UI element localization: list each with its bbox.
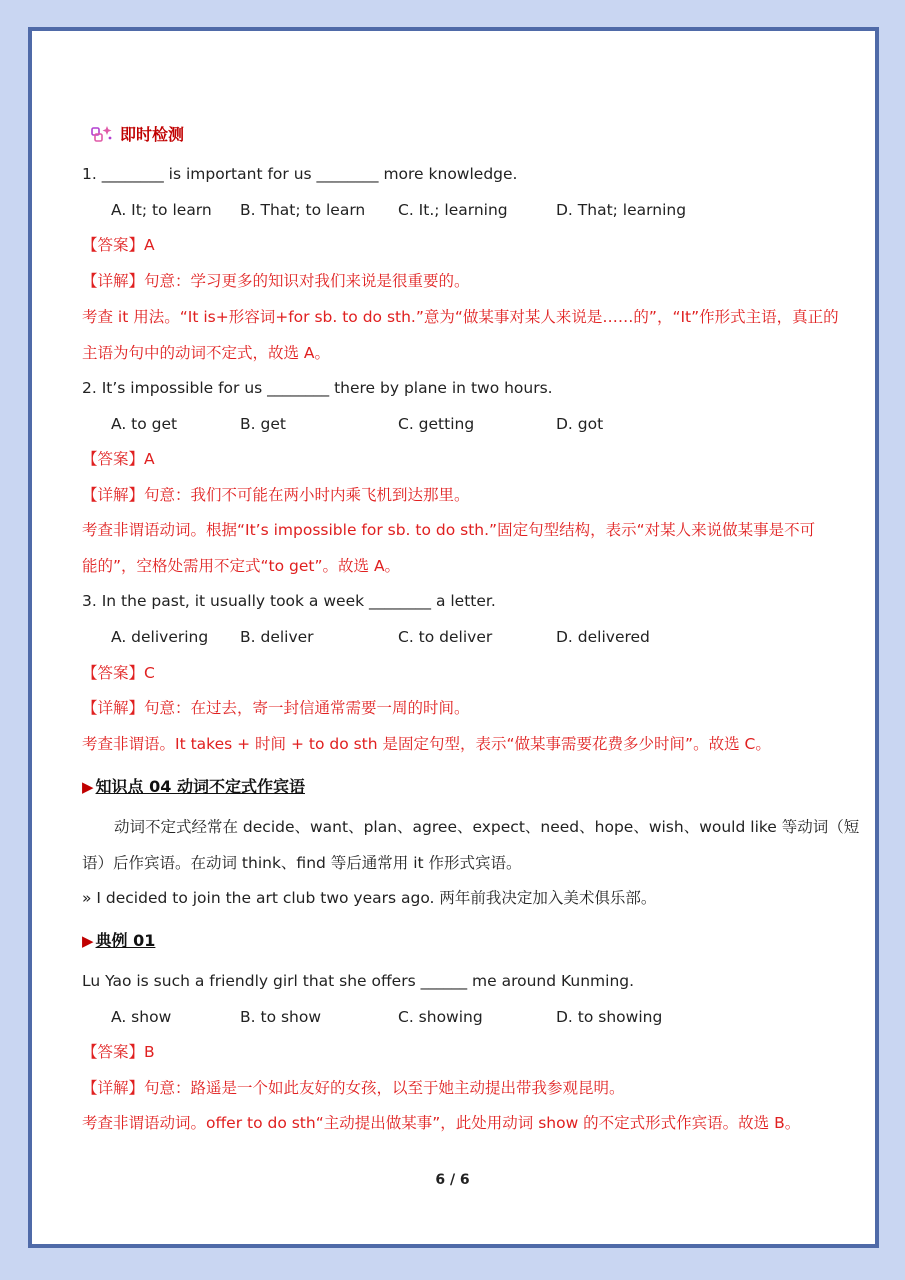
q3-option-c: C. to deliver bbox=[398, 628, 493, 646]
q3-option-b: B. deliver bbox=[240, 628, 314, 646]
example-explanation: 考查非谓语动词。offer to do sth“主动提出做某事”，此处用动词 show 的不定式形式作宾语。故选 B。 bbox=[82, 1114, 801, 1132]
q1-answer: 【答案】A bbox=[82, 236, 155, 254]
example-answer: 【答案】B bbox=[82, 1043, 155, 1061]
q1-option-c: C. It.; learning bbox=[398, 201, 508, 219]
example-detail: 【详解】句意：路遥是一个如此友好的女孩，以至于她主动提出带我参观昆明。 bbox=[82, 1079, 625, 1097]
knowledge-paragraph-line-2: 语）后作宾语。在动词 think、find 等后通常用 it 作形式宾语。 bbox=[82, 854, 522, 872]
q3-answer: 【答案】C bbox=[82, 664, 155, 682]
knowledge-point-heading bbox=[82, 779, 305, 795]
q2-answer: 【答案】A bbox=[82, 450, 155, 468]
q2-option-d: D. got bbox=[556, 415, 604, 433]
section-heading-quick-check bbox=[90, 124, 184, 147]
q1-explanation-line-1: 考查 it 用法。“It is+形容词+for sb. to do sth.”意为“做某事对某人来说是……的”，“It”作形式主语，真正的 bbox=[82, 308, 839, 326]
q2-explanation-line-2: 能的”，空格处需用不定式“to get”。故选 A。 bbox=[82, 557, 401, 575]
q1-explanation-line-2: 主语为句中的动词不定式，故选 A。 bbox=[82, 344, 331, 362]
example-option-c: C. showing bbox=[398, 1008, 483, 1026]
quick-check-icon bbox=[90, 124, 114, 147]
q3-explanation: 考查非谓语。It takes + 时间 + to do sth 是固定句型，表示“做某事需要花费多少时间”。故选 C。 bbox=[82, 735, 771, 753]
q3-option-d: D. delivered bbox=[556, 628, 650, 646]
question-2-stem: 2. It’s impossible for us ________ there by plane in two hours. bbox=[82, 379, 553, 397]
q1-option-b: B. That; to learn bbox=[240, 201, 366, 219]
q2-option-c: C. getting bbox=[398, 415, 475, 433]
q1-option-a: A. It; to learn bbox=[111, 201, 212, 219]
q2-option-a: A. to get bbox=[111, 415, 178, 433]
q1-option-d: D. That; learning bbox=[556, 201, 687, 219]
question-1-stem: 1. ________ is important for us ________ more knowledge. bbox=[82, 165, 518, 183]
q2-explanation-line-1: 考查非谓语动词。根据“It’s impossible for sb. to do sth.”固定句型结构，表示“对某人来说做某事是不可 bbox=[82, 521, 816, 539]
q2-detail: 【详解】句意：我们不可能在两小时内乘飞机到达那里。 bbox=[82, 486, 470, 504]
q3-detail: 【详解】句意：在过去，寄一封信通常需要一周的时间。 bbox=[82, 699, 470, 717]
q2-option-b: B. get bbox=[240, 415, 286, 433]
example-option-a: A. show bbox=[111, 1008, 172, 1026]
question-3-stem: 3. In the past, it usually took a week ________ a letter. bbox=[82, 592, 496, 610]
section-title: 即时检测 bbox=[120, 125, 185, 144]
example-option-d: D. to showing bbox=[556, 1008, 663, 1026]
arrow-icon: ▶ bbox=[82, 932, 94, 950]
arrow-icon: ▶ bbox=[82, 778, 94, 796]
q1-detail: 【详解】句意：学习更多的知识对我们来说是很重要的。 bbox=[82, 272, 470, 290]
knowledge-point-title: 知识点 04 动词不定式作宾语 bbox=[95, 777, 305, 796]
example-option-b: B. to show bbox=[240, 1008, 322, 1026]
knowledge-paragraph-line-1: 动词不定式经常在 decide、want、plan、agree、expect、need、hope、wish、would like 等动词（短 bbox=[114, 818, 860, 836]
example-heading bbox=[82, 933, 155, 949]
q3-option-a: A. delivering bbox=[111, 628, 209, 646]
example-stem: Lu Yao is such a friendly girl that she offers ______ me around Kunming. bbox=[82, 972, 635, 990]
knowledge-example: » I decided to join the art club two years ago. 两年前我决定加入美术俱乐部。 bbox=[82, 889, 657, 907]
example-title: 典例 01 bbox=[95, 931, 156, 950]
page-number: 6 / 6 bbox=[435, 1172, 470, 1188]
